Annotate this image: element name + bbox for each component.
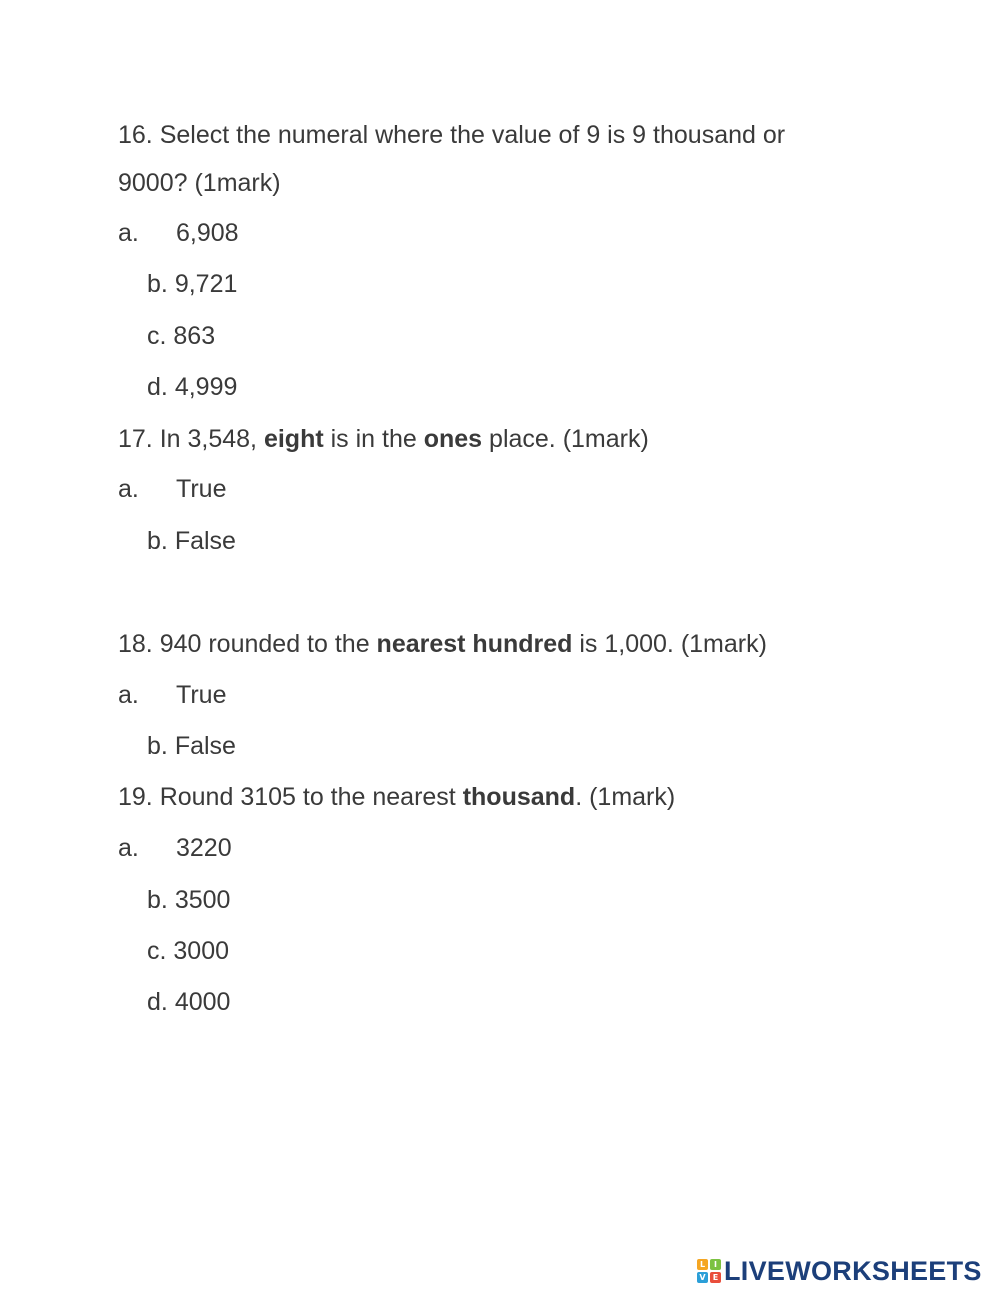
question-17-option-a: a. True	[118, 475, 227, 503]
question-16-text-line1: 16. Select the numeral where the value of 9 is 9 thousand or	[118, 121, 786, 149]
question-17-option-b: b. False	[147, 527, 236, 555]
question-18-text: 18. 940 rounded to the nearest hundred is 1,000. (1mark)	[118, 630, 767, 658]
question-19-option-b: b. 3500	[147, 886, 231, 914]
question-16-option-d: d. 4,999	[147, 373, 238, 401]
question-18-option-b: b. False	[147, 732, 236, 760]
question-19-option-a: a. 3220	[118, 834, 232, 862]
liveworksheets-logo[interactable]	[697, 1255, 982, 1287]
question-17-text: 17. In 3,548, eight is in the ones place. (1mark)	[118, 425, 649, 453]
logo-tile: E	[710, 1272, 721, 1283]
question-16-text-line2: 9000? (1mark)	[118, 169, 281, 197]
question-19-option-d: d. 4000	[147, 988, 231, 1016]
question-18-option-a: a. True	[118, 681, 227, 709]
question-16-option-a: a. 6,908	[118, 219, 239, 247]
logo-tile: I	[710, 1259, 721, 1270]
question-19-option-c: c. 3000	[147, 937, 230, 965]
question-16-option-b: b. 9,721	[147, 270, 238, 298]
logo-tile: L	[697, 1259, 708, 1270]
question-19-text: 19. Round 3105 to the nearest thousand. (1mark)	[118, 783, 676, 811]
logo-text: LIVEWORKSHEETS	[724, 1255, 982, 1286]
logo-tiles-icon	[697, 1259, 721, 1283]
question-16-option-c: c. 863	[147, 322, 216, 350]
logo-tile: V	[697, 1272, 708, 1283]
